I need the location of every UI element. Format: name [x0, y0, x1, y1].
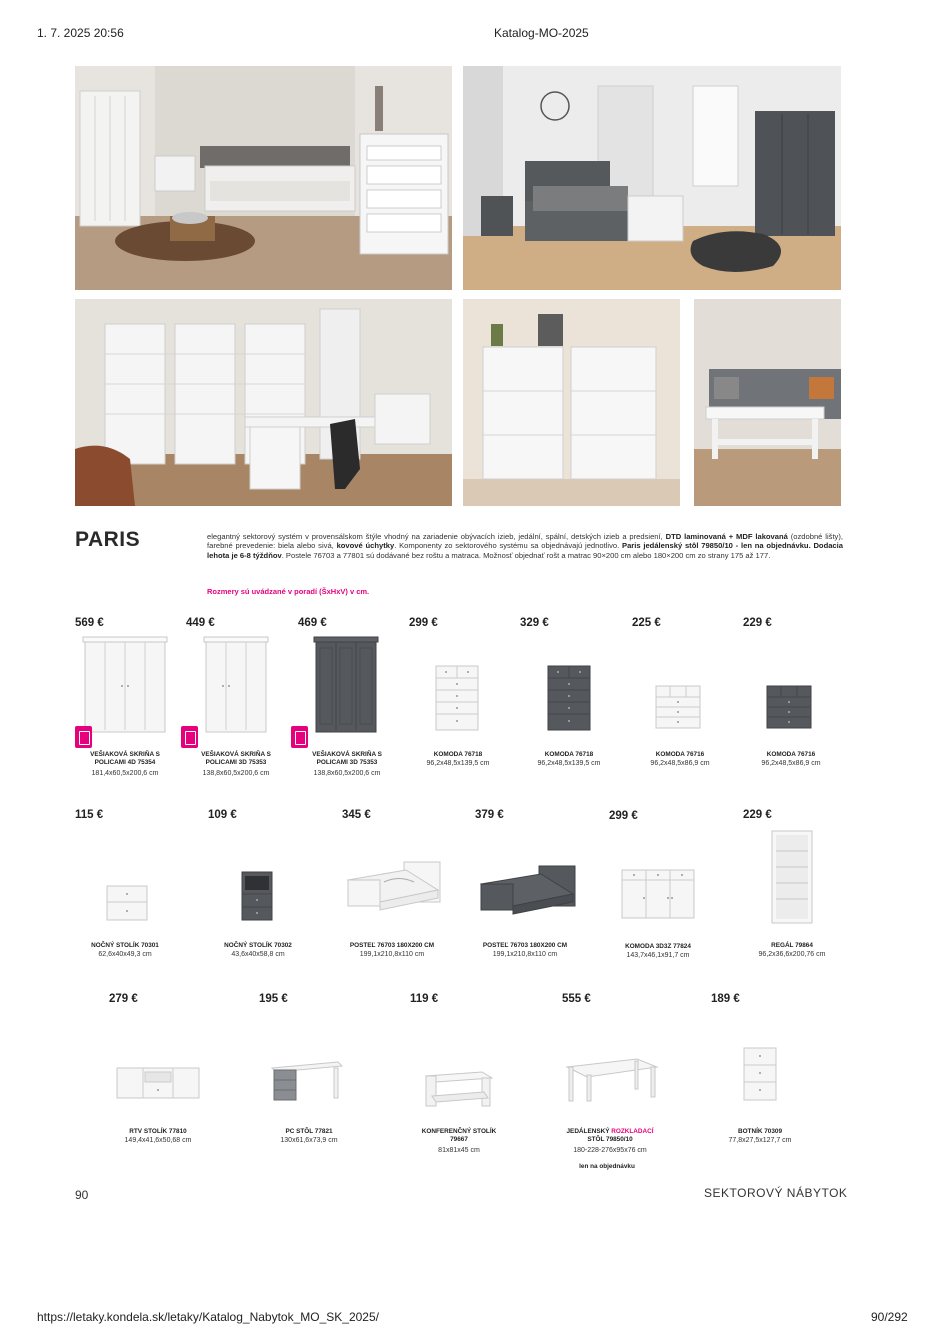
page-number: 90 — [75, 1188, 89, 1202]
product-name: JEDÁLENSKÝ ROZKLADACÍ STÔL 79850/10 — [566, 1128, 654, 1143]
price: 225 € — [632, 617, 661, 629]
price: 329 € — [520, 617, 549, 629]
price: 189 € — [711, 993, 740, 1005]
product-dimensions: 62,6x40x49,3 cm — [98, 951, 152, 958]
category-label: SEKTOROVÝ NÁBYTOK — [704, 1186, 848, 1200]
wardrobe-4d-white — [82, 636, 168, 734]
product-name: KOMODA 3D3Z 77824 — [625, 943, 691, 950]
photo-office-shelves — [75, 299, 452, 506]
series-description: elegantný sektorový systém v provensálskom štýle vhodný na zariadenie obývacích izieb, jedální, spální, detských izieb a predsiení, DTD laminovaná + MDF lakovaná (ozdobné lišty), farebné prevedenie: biela alebo sivá, kovové úchytky. Komponenty zo sektorového systému sa objednávajú jednotlivo. Paris jedálenský stôl 79850/10 - len na objednávku. Dodacia lehota je 6-8 týždňov. Postele 76703 a 77801 sú dodávané bez roštu a matraca. Možnosť objednať rošt a matrac 90×200 cm alebo 180×200 cm zo strany 175 až 177. — [207, 532, 843, 560]
sideboard-77824-white — [620, 868, 696, 920]
price: 299 € — [609, 810, 638, 822]
price: 229 € — [743, 617, 772, 629]
product-name: RTV STOLÍK 77810 — [129, 1128, 187, 1135]
product-name: KOMODA 76716 — [766, 751, 816, 758]
product-name: KOMODA 76718 — [433, 751, 483, 758]
product-name: PC STÔL 77821 — [285, 1128, 333, 1135]
source-url[interactable]: https://letaky.kondela.sk/letaky/Katalog_Nabytok_MO_SK_2025/ — [37, 1310, 379, 1324]
product-dimensions: 96,2x48,5x139,5 cm — [426, 760, 490, 767]
product-dimensions: 199,1x210,8x110 cm — [492, 951, 558, 958]
bed-76703-white — [344, 860, 442, 914]
photo-grey-bedroom — [463, 66, 841, 290]
price: 119 € — [410, 993, 439, 1005]
product-dimensions: 96,2x36,6x200,76 cm — [758, 951, 826, 958]
product-name: POSTEĽ 76703 180X200 CM — [349, 942, 435, 949]
order-only-note: len na objednávku — [579, 1163, 635, 1170]
document-title: Katalog-MO-2025 — [494, 26, 589, 40]
photo-shoe-cabinets — [463, 299, 680, 506]
price: 299 € — [409, 617, 438, 629]
coffee-table-79667-white — [422, 1068, 494, 1110]
wardrobe-3d-grey — [313, 636, 379, 734]
bed-76703-grey — [477, 864, 577, 918]
nightstand-70301-white — [105, 884, 149, 922]
product-dimensions: 96,2x48,5x86,9 cm — [761, 760, 821, 767]
product-name: KONFERENČNÝ STOLÍK 79667 — [421, 1128, 497, 1143]
product-name: NOČNÝ STOLÍK 70302 — [224, 942, 292, 949]
chest-76716-grey — [765, 684, 813, 730]
price: 555 € — [562, 993, 591, 1005]
pc-desk-77821-white — [270, 1058, 344, 1102]
chest-76718-white — [434, 664, 480, 732]
product-dimensions: 180-228-276x95x76 cm — [573, 1147, 647, 1154]
series-title: PARIS — [75, 528, 141, 551]
price: 469 € — [298, 617, 327, 629]
nightstand-70302-grey — [240, 870, 274, 922]
price: 229 € — [743, 809, 772, 821]
chest-76716-white — [654, 684, 702, 730]
wardrobe-3d-white — [203, 636, 269, 734]
chest-76718-grey — [546, 664, 592, 732]
dining-table-79850-white — [563, 1055, 659, 1103]
photo-white-bedroom — [75, 66, 452, 290]
product-dimensions: 43,6x40x58,8 cm — [231, 951, 285, 958]
product-name: VEŠIAKOVÁ SKRIŇA S POLICAMI 3D 75353 — [312, 751, 382, 766]
product-dimensions: 130x61,6x73,9 cm — [280, 1137, 338, 1144]
photo-coffee-table — [694, 299, 841, 506]
product-dimensions: 96,2x48,5x139,5 cm — [537, 760, 601, 767]
product-name: NOČNÝ STOLÍK 70301 — [91, 942, 159, 949]
product-name: KOMODA 76716 — [655, 751, 705, 758]
wardrobe-interior-icon — [181, 726, 198, 748]
price: 345 € — [342, 809, 371, 821]
product-name: BOTNÍK 70309 — [737, 1128, 783, 1135]
price: 379 € — [475, 809, 504, 821]
product-dimensions: 81x81x45 cm — [438, 1147, 480, 1154]
wardrobe-interior-icon — [75, 726, 92, 748]
wardrobe-interior-icon — [291, 726, 308, 748]
product-dimensions: 77,8x27,5x127,7 cm — [728, 1137, 792, 1144]
bookcase-79864-white — [770, 829, 814, 925]
product-name: POSTEĽ 76703 180X200 CM — [482, 942, 568, 949]
product-dimensions: 143,7x46,1x91,7 cm — [626, 952, 690, 959]
product-name: KOMODA 76718 — [544, 751, 594, 758]
product-dimensions: 138,8x60,5x200,6 cm — [313, 770, 381, 777]
shoe-cabinet-70309-white — [742, 1046, 778, 1102]
price: 449 € — [186, 617, 215, 629]
price: 569 € — [75, 617, 104, 629]
print-datetime: 1. 7. 2025 20:56 — [37, 26, 124, 40]
price: 279 € — [109, 993, 138, 1005]
price: 109 € — [208, 809, 237, 821]
product-dimensions: 181,4x60,5x200,6 cm — [91, 770, 159, 777]
product-name: VEŠIAKOVÁ SKRIŇA S POLICAMI 3D 75353 — [201, 751, 271, 766]
product-name: VEŠIAKOVÁ SKRIŇA S POLICAMI 4D 75354 — [90, 751, 160, 766]
product-dimensions: 149,4x41,6x50,68 cm — [124, 1137, 192, 1144]
page-counter: 90/292 — [871, 1310, 908, 1324]
price: 195 € — [259, 993, 288, 1005]
product-dimensions: 96,2x48,5x86,9 cm — [650, 760, 710, 767]
tv-stand-77810-white — [115, 1062, 201, 1100]
price: 115 € — [75, 809, 104, 821]
product-dimensions: 138,8x60,5x200,6 cm — [202, 770, 270, 777]
product-dimensions: 199,1x210,8x110 cm — [359, 951, 425, 958]
dimensions-note: Rozmery sú uvádzané v poradí (ŠxHxV) v cm. — [207, 587, 370, 596]
product-name: REGÁL 79864 — [771, 942, 813, 949]
